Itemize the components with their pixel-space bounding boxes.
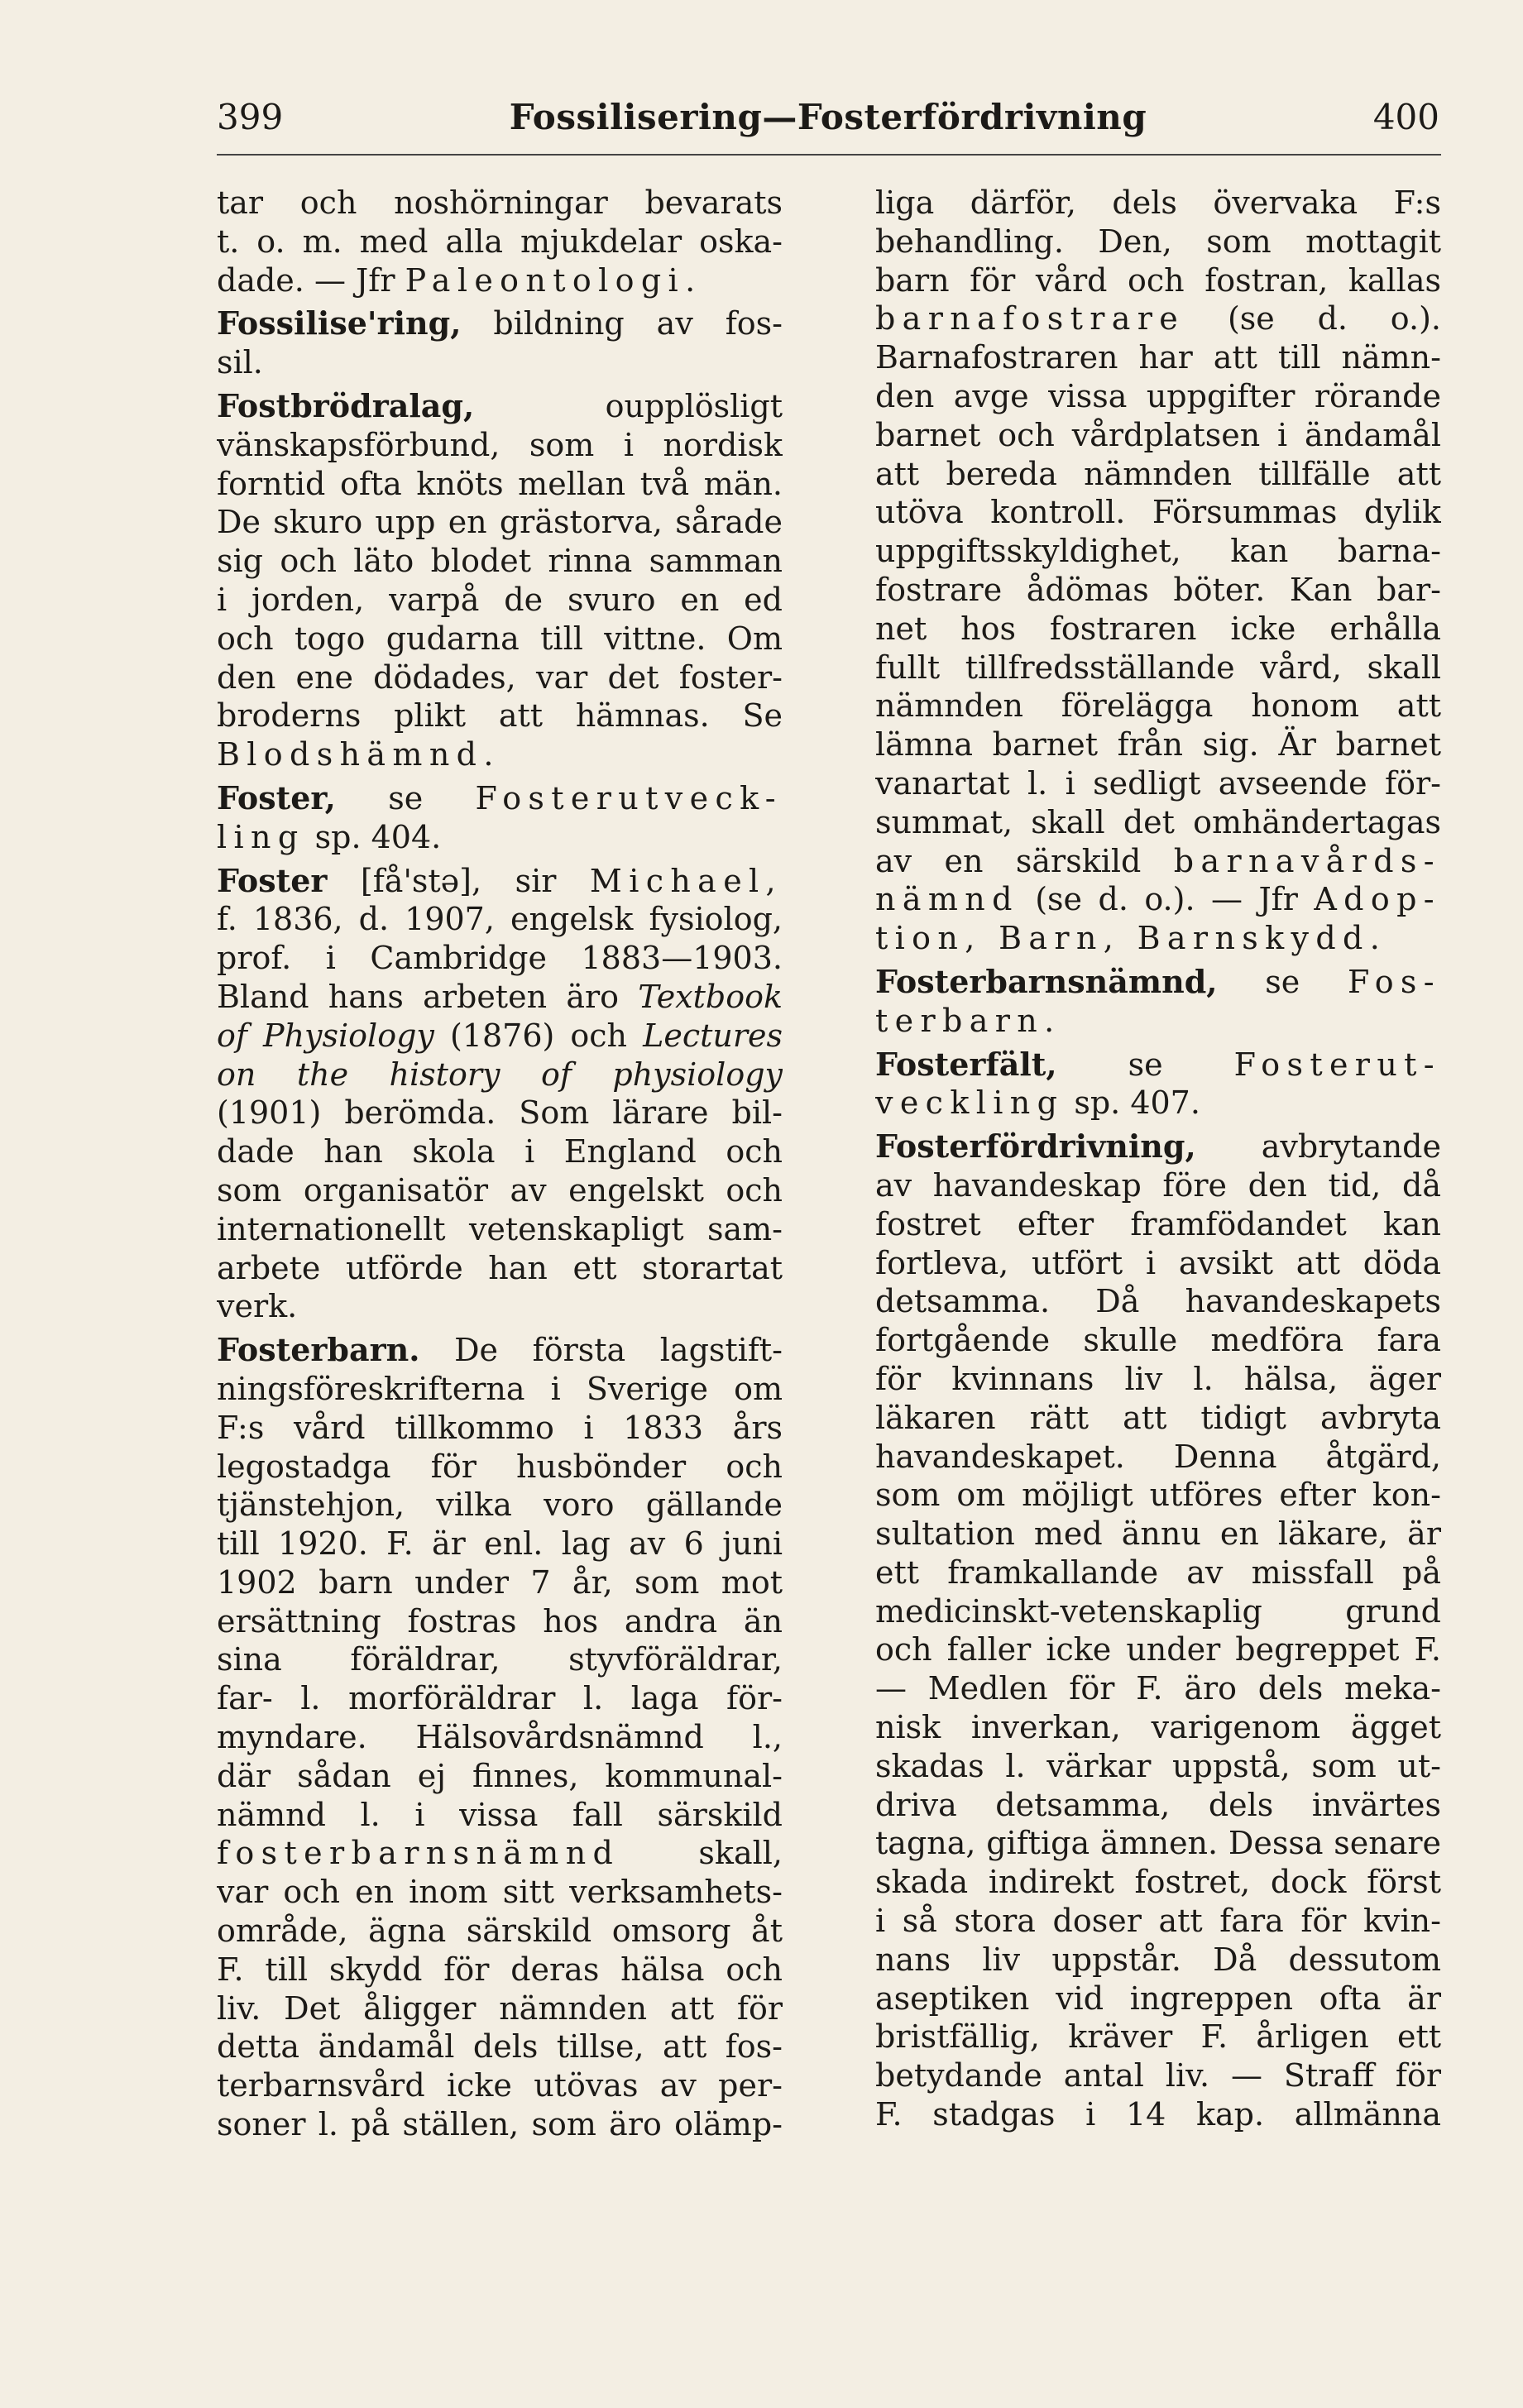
text-line: Fosterfördrivning, avbrytande [875,1127,1441,1166]
text-line: broderns plikt att hämnas. Se [217,697,783,735]
text-line: behandling. Den, som mottagit [875,223,1441,260]
text-line: liga därför, dels övervaka F:s [875,184,1441,221]
book-title: on the history of physiology [217,1056,783,1093]
text-line: f. 1836, d. 1907, engelsk fysiolog, [217,901,783,938]
text-line: detta ändamål dels tillse, att fos- [217,2028,783,2066]
running-title: Fossilisering—Fosterfördrivning [509,97,1147,137]
text-line: summat, skall det omhändertagas [875,803,1441,840]
text-line: sig och läto blodet rinna samman [217,543,783,580]
text-line: fullt tillfredsställande vård, skall [875,649,1441,686]
cross-reference: veckling [875,1084,1065,1122]
text-line: den avge vissa uppgifter rörande [875,377,1441,414]
text-line: aseptiken vid ingreppen ofta är [875,1980,1441,2017]
text-line: dade. — Jfr Paleontologi. [217,261,702,299]
text-line: till 1920. F. är enl. lag av 6 juni [217,1525,783,1563]
text-line: havandeskapet. Denna åtgärd, [875,1438,1441,1475]
entry-foster-michael [217,862,783,1327]
book-title: Lectures [643,1017,783,1054]
text-line: betydande antal liv. — Straff för [875,2057,1441,2094]
text-line: F. till skydd för deras hälsa och [217,1951,783,1988]
text-line: nans liv uppstår. Då dessutom [875,1941,1441,1978]
text-line [217,1056,783,1094]
text-line: Bland hans arbeten äro Textbook [217,978,783,1015]
text-line: sultation med ännu en läkare, är [875,1515,1441,1553]
text-line: Fosterbarn. De första lagstift- [217,1331,783,1369]
text-line: sina föräldrar, styvföräldrar, [217,1641,783,1678]
headword: Foster, [217,778,336,816]
text-line: för kvinnans liv l. hälsa, äger [875,1360,1441,1397]
headword: Fossilise'ring, [217,304,462,342]
text-line: där sådan ej finnes, kommunal- [217,1757,783,1794]
text-line: terbarnsvård icke utövas av per- [217,2067,783,2104]
text-line: av en särskild barnavårds- [875,842,1441,879]
text-line: Foster, se Fosterutveck- [217,778,783,816]
text-line: sil. [217,344,263,381]
cross-reference: Fos- [1348,963,1441,1000]
text-line: ersättning fostras hos andra än [217,1602,783,1640]
text-line: uppgiftsskyldighet, kan barna- [875,533,1441,570]
entry-fosterfalt [875,1046,1441,1123]
cross-reference: Fosterutveck- [475,779,783,816]
page-number-right: 400 [1372,97,1439,137]
entry-fosterfordrivning [875,1127,1441,2134]
cross-reference: Fosterut- [1233,1046,1441,1083]
text-line: forntid ofta knöts mellan två män. [217,465,783,502]
headword: Fosterbarnsnämnd, [875,962,1218,1000]
book-title: of Physiology [217,1017,434,1054]
text-line: bristfällig, kräver F. årligen ett [875,2018,1441,2056]
text-line: liv. Det åligger nämnden att för [217,1989,783,2027]
text-line: skadas l. värkar uppstå, som ut- [875,1747,1441,1784]
text-line: som om möjligt utföres efter kon- [875,1477,1441,1514]
entry-fostbrodralag [217,387,783,774]
headword: Fosterbarn. [217,1331,420,1369]
entry-foster-see [217,779,783,857]
entry-continuation [217,184,783,299]
person-name: Michael, [589,862,783,899]
text-line: prof. i Cambridge 1883—1903. [217,940,783,977]
text-line: legostadga för husbönder och [217,1448,783,1485]
text-line: läkaren rätt att tidigt avbryta [875,1399,1441,1436]
text-line: verk. [217,1288,298,1325]
text-line: att bereda nämnden tillfälle att [875,455,1441,492]
text-line: ningsföreskrifterna i Sverige om [217,1370,783,1407]
text-line: net hos fostraren icke erhålla [875,610,1441,647]
entry-fosterbarn [217,1331,783,2144]
text-line: 1902 barn under 7 år, som mot [217,1563,783,1601]
cross-reference: ling [217,818,305,855]
text-line: nämnd (se d. o.). — Jfr Adop- [875,881,1441,918]
column-right [875,184,1441,2134]
text-line: myndare. Hälsovårdsnämnd l., [217,1719,783,1756]
text-line: vanartat l. i sedligt avseende för- [875,764,1441,802]
entry-fosterbarnsnamnd [875,963,1441,1041]
text-line: ett framkallande av missfall på [875,1553,1441,1591]
text-line: Barnafostraren har att till nämn- [875,339,1441,376]
text-line: område, ägna särskild omsorg åt [217,1913,783,1950]
text-line: Fosterbarnsnämnd, se Fos- [875,962,1441,1000]
page-header [217,93,1439,142]
header-rule [217,154,1441,156]
text-line: tagna, giftiga ämnen. Dessa senare [875,1825,1441,1862]
cross-reference: Paleontologi. [405,261,702,299]
text-line: nämnden förelägga honom att [875,687,1441,725]
text-line: tjänstehjon, vilka voro gällande [217,1486,783,1524]
text-line: soner l. på ställen, som äro olämp- [217,2106,783,2143]
text-line: fortleva, utfört i avsikt att döda [875,1244,1441,1281]
text-line: veckling sp. 407. [875,1084,1200,1122]
cross-reference: barnafostrare [875,300,1185,338]
text-line: tar och noshörningar bevarats [217,184,783,221]
text-line: och faller icke under begreppet F. [875,1631,1441,1668]
entry-fossilisering [217,304,783,382]
text-line: driva detsamma, dels invärtes [875,1786,1441,1823]
text-line: i jorden, varpå de svuro en ed [217,581,783,618]
text-line: lämna barnet från sig. Är barnet [875,726,1441,764]
text-line: dade han skola i England och [217,1133,783,1170]
text-line: — Medlen för F. äro dels meka- [875,1670,1441,1707]
text-line: F:s vård tillkommo i 1833 års [217,1409,783,1446]
cross-reference: nämnd [875,881,1019,918]
text-line: som organisatör av engelskt och [217,1171,783,1209]
text-line: vänskapsförbund, som i nordisk [217,426,783,463]
text-line: Fostbrödralag, oupplösligt [217,386,783,424]
headword: Foster [217,861,328,899]
text-line: F. stadgas i 14 kap. allmänna [875,2096,1441,2133]
cross-reference: Blodshämnd. [217,736,500,773]
text-line: och togo gudarna till vittne. Om [217,620,783,657]
text-line: of Physiology (1876) och Lectures [217,1017,783,1054]
cross-reference: tion, Barn, Barnskydd. [875,920,1387,957]
entry-continuation [875,184,1441,958]
text-line: i så stora doser att fara för kvin- [875,1903,1441,1940]
text-line: far- l. morföräldrar l. laga för- [217,1680,783,1717]
text-line: barn för vård och fostran, kallas [875,261,1441,299]
text-line: skada indirekt fostret, dock först [875,1864,1441,1901]
cross-reference: barnavårds- [1173,842,1441,879]
cross-reference: Adop- [1314,881,1441,918]
text-line: medicinskt-vetenskaplig grund [875,1592,1441,1630]
headword: Fostbrödralag, [217,386,475,424]
text-line: internationellt vetenskapligt sam- [217,1210,783,1247]
text-line: den ene dödades, var det foster- [217,658,783,696]
book-title: Textbook [638,978,783,1015]
text-line: fortgående skulle medföra fara [875,1322,1441,1359]
text-line: detsamma. Då havandeskapets [875,1283,1441,1320]
cross-reference: terbarn. [875,1002,1061,1039]
text-line: arbete utförde han ett storartat [217,1249,783,1286]
text-line: Fossilise'ring, bildning av fos- [217,304,783,342]
text-line: ling sp. 404. [217,818,442,855]
text-line: av havandeskap före den tid, då [875,1166,1441,1204]
text-line: barnafostrare (se d. o.). [875,300,1441,338]
text-line: t. o. m. med alla mjukdelar oska- [217,223,783,260]
text-line: Foster [få'stə], sir Michael, [217,861,783,899]
text-line: De skuro upp en grästorva, sårade [217,504,783,541]
text-line: barnet och vårdplatsen i ändamål [875,416,1441,453]
cross-reference: fosterbarnsnämnd [217,1835,620,1872]
text-line: fostrare ådömas böter. Kan bar- [875,571,1441,608]
text-line: fosterbarnsnämnd skall, [217,1835,783,1872]
text-line: var och en inom sitt verksamhets- [217,1874,783,1911]
text-line: utöva kontroll. Försummas dylik [875,494,1441,531]
headword: Fosterfördrivning, [875,1127,1196,1166]
text-line: fostret efter framfödandet kan [875,1205,1441,1242]
text-line: nämnd l. i vissa fall särskild [217,1796,783,1833]
headword: Fosterfält, [875,1045,1057,1083]
column-left [217,184,783,2144]
text-line: (1901) berömda. Som lärare bil- [217,1094,783,1132]
text-line: nisk inverkan, varigenom ägget [875,1709,1441,1746]
page-number-left: 399 [217,97,284,137]
text-line: Fosterfält, se Fosterut- [875,1045,1441,1083]
